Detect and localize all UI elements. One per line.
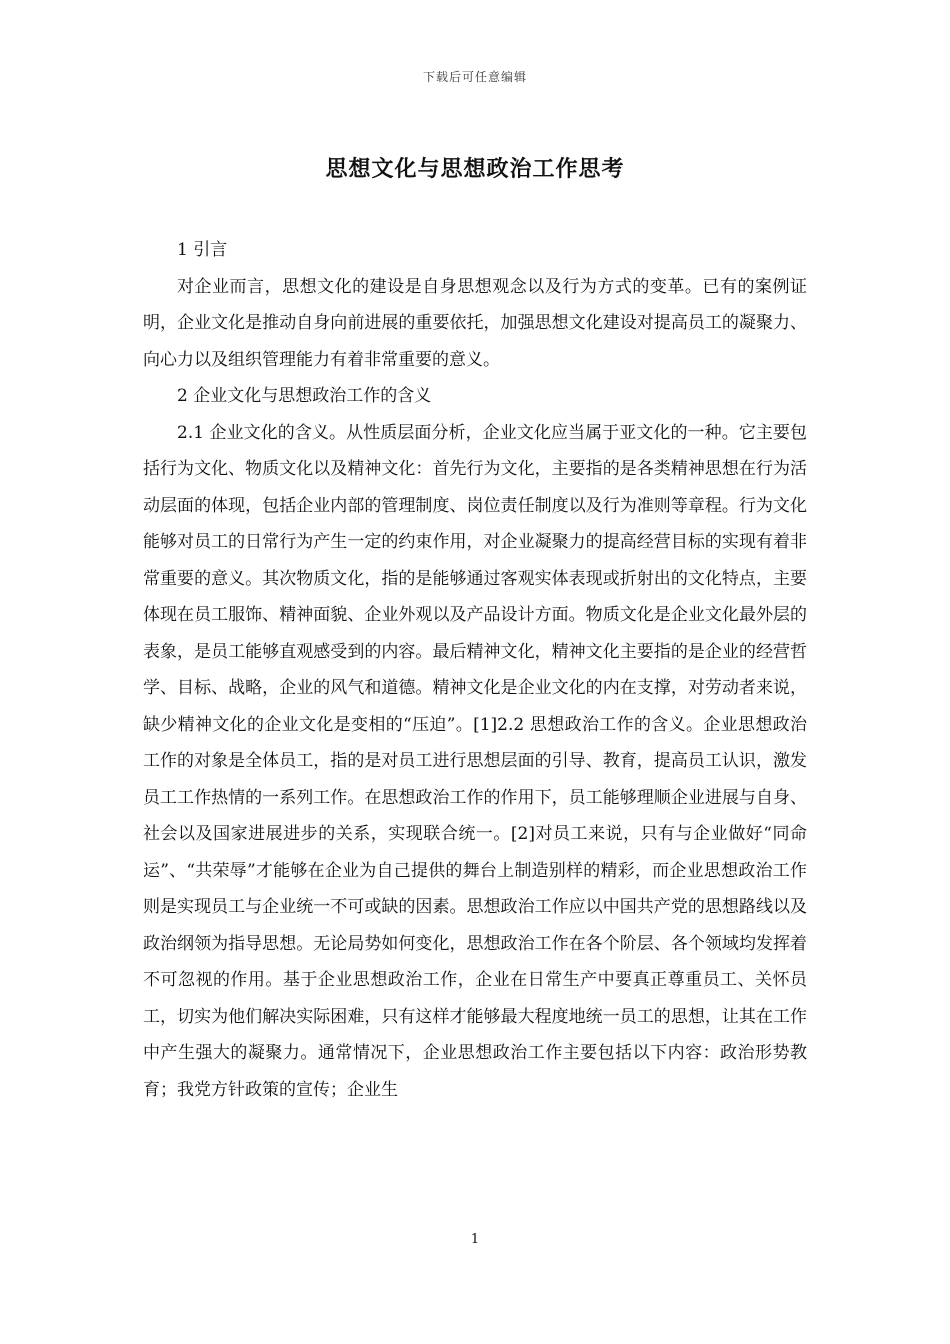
document-body [143, 232, 807, 1108]
header-note: 下载后可任意编辑 [422, 70, 527, 84]
section-heading-culture: 2 企业文化与思想政治工作的含义 [177, 386, 432, 406]
paragraph-intro: 对企业而言，思想文化的建设是自身思想观念以及行为方式的变革。已有的案例证明，企业文化是推动自身向前进展的重要依托，加强思想文化建设对提高员工的凝聚力、向心力以及组织管理能力有着非常重要的意义。 [143, 276, 807, 370]
paragraph-culture: 2.1 企业文化的含义。从性质层面分析，企业文化应当属于亚文化的一种。它主要包括行为文化、物质文化以及精神文化：首先行为文化，主要指的是各类精神思想在行为活动层面的体现，包括企业内部的管理制度、岗位责任制度以及行为准则等章程。行为文化能够对员工的日常行为产生一定的约束作用，对企业凝聚力的提高经营目标的实现有着非常重要的意义。其次物质文化，指的是能够通过客观实体表现或折射出的文化特点，主要体现在员工服饰、精神面貌、企业外观以及产品设计方面。物质文化是企业文化最外层的表象，是员工能够直观感受到的内容。最后精神文化，精神文化主要指的是企业的经营哲学、目标、战略，企业的风气和道德。精神文化是企业文化的内在支撑，对劳动者来说，缺少精神文化的企业文化是变相的“压迫”。[1]2.2 思想政治工作的含义。企业思想政治工作的对象是全体员工，指的是对员工进行思想层面的引导、教育，提高员工认识，激发员工工作热情的一系列工作。在思想政治工作的作用下，员工能够理顺企业进展与自身、社会以及国家进展进步的关系，实现联合统一。[2]对员工来说，只有与企业做好“同命运”、“共荣辱”才能够在企业为自己提供的舞台上制造别样的精彩，而企业思想政治工作则是实现员工与企业统一不可或缺的因素。思想政治工作应以中国共产党的思想路线以及政治纲领为指导思想。无论局势如何变化，思想政治工作在各个阶层、各个领域均发挥着不可忽视的作用。基于企业思想政治工作，企业在日常生产中要真正尊重员工、关怀员工，切实为他们解决实际困难，只有这样才能够最大程度地统一员工的思想，让其在工作中产生强大的凝聚力。通常情况下，企业思想政治工作主要包括以下内容：政治形势教育；我党方针政策的宣传；企业生 [143, 422, 807, 1100]
section-heading-intro: 1 引言 [177, 240, 228, 260]
document-title: 思想文化与思想政治工作思考 [325, 157, 625, 182]
page-number: 1 [470, 1232, 480, 1247]
